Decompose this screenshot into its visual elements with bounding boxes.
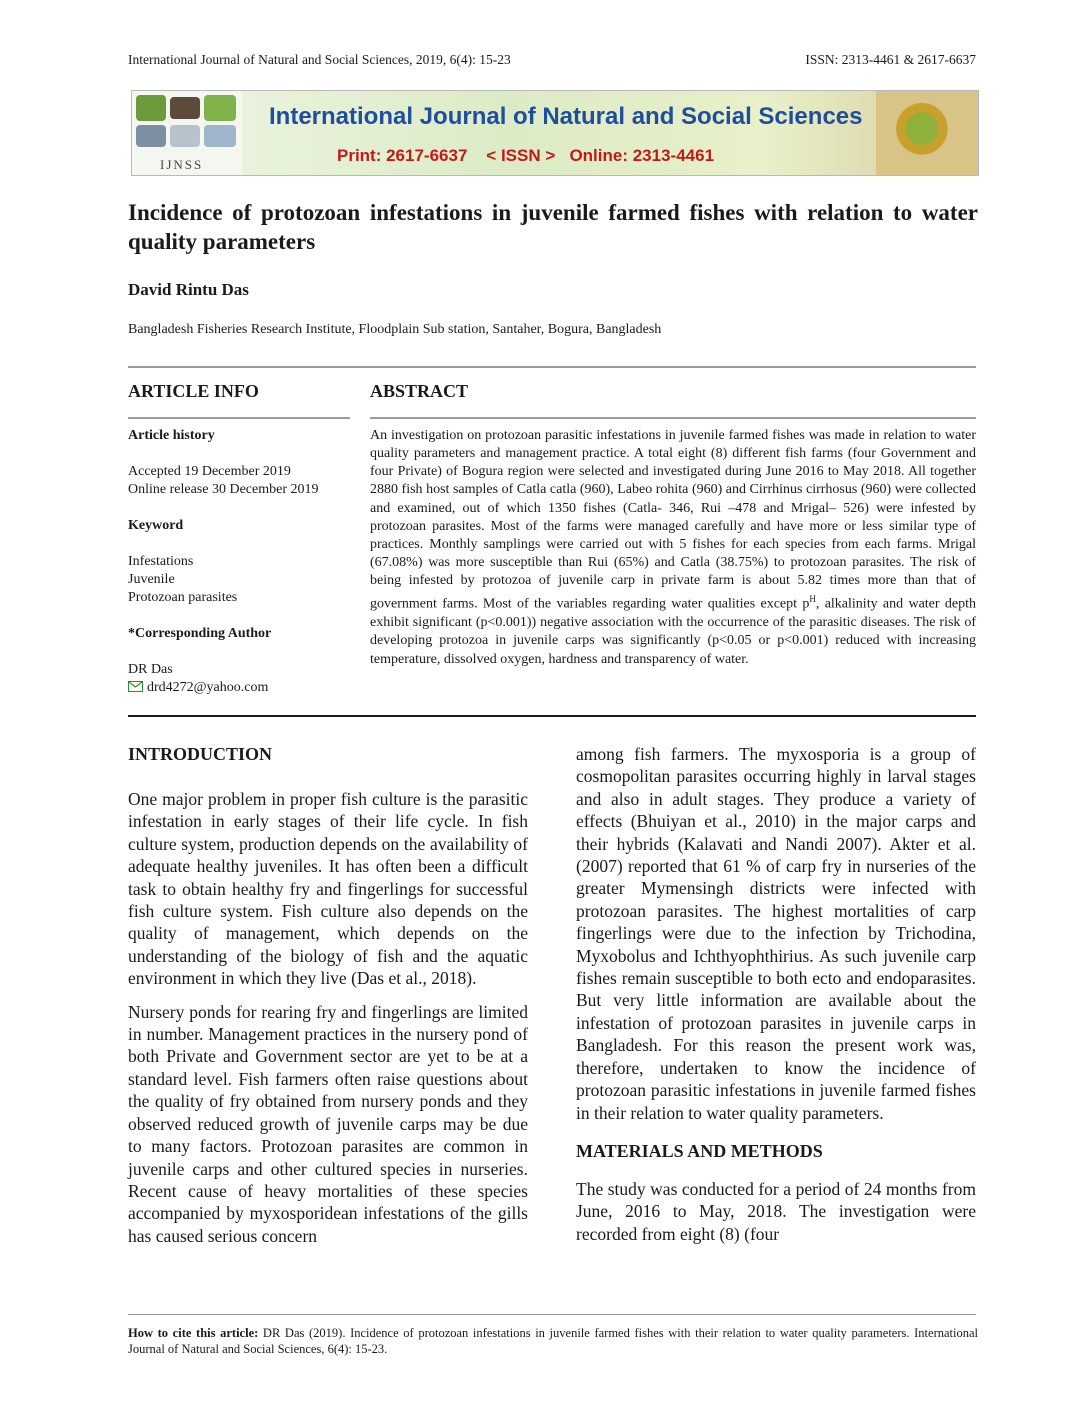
banner-virus-image [876,91,978,175]
divider [128,715,976,717]
keyword-label: Keyword [128,518,184,533]
article-info-heading: ARTICLE INFO [128,381,259,401]
keyword-item: Protozoan parasites [128,590,238,605]
online-release-date: Online release 30 December 2019 [128,482,319,497]
corresponding-author-name: DR Das [128,662,173,677]
intro-paragraph-3: among fish farmers. The myxosporia is a group of cosmopolitan parasites occurring highly in larval stages and also in adult stages. They produce a variety of effects (Bhuiyan et al., 2010) in the major carps and their hybrids (Kalavati and Nandi 2007). Akter et al. (2007) reported that 61 % of carp fry in nurseries of the greater Mymensingh districts were infected with protozoan parasites. The highest mortalities of carp fingerlings were due to the infection by Trichodina, Myxobolus and Ichthyophthirius. As such juvenile carp fishes remain susceptible to both ecto and endoparasites. But very little information are available about the infestation of protozoan parasites in juvenile carps in Bangladesh. For this reason the present work was, therefore, undertaken to know the incidence of protozoan parasitic infestations in juvenile farmed fishes in their relation to water quality parameters. [576,744,976,1123]
banner-collage-image [132,91,242,175]
author-name: David Rintu Das [128,280,249,299]
article-title: Incidence of protozoan infestations in juvenile farmed fishes with relation to water quality parameters [128,200,978,254]
abstract-text-part2: , alkalinity and water depth exhibit significant (p<0.001)) negative association with the occurrence of the parasitic diseases. The risk of developing protozoa in juvenile carps was significantly (p<0.05 or p<0.001) reduced with increasing temperature, dissolved oxygen, hardness and transparency of water. [370,597,976,667]
banner-journal-name: International Journal of Natural and Social Sciences [269,103,863,130]
journal-banner [131,90,979,176]
author-affiliation: Bangladesh Fisheries Research Institute, Floodplain Sub station, Santaher, Bogura, Bangladesh [128,322,662,337]
issn-header: ISSN: 2313-4461 & 2617-6637 [805,52,976,67]
email-address[interactable]: drd4272@yahoo.com [147,680,269,695]
divider [128,1314,976,1315]
introduction-heading: INTRODUCTION [128,744,273,764]
abstract-text [370,427,976,669]
keyword-item: Juvenile [128,572,175,587]
divider [128,366,976,368]
journal-reference: International Journal of Natural and Social Sciences, 2019, 6(4): 15-23 [128,52,511,67]
abstract-superscript: H [809,594,816,605]
accepted-date: Accepted 19 December 2019 [128,464,291,479]
abstract-heading: ABSTRACT [370,381,469,401]
corresponding-email [128,679,350,697]
citation-footer [128,1325,978,1357]
citation-label: How to cite this article: [128,1326,259,1340]
abstract-text-part1: An investigation on protozoan parasitic infestations in juvenile farmed fishes was made in relation to water quality parameters and management practice. A total eight (8) different fish farms (four Government and four Private) of Bogura region were selected and investigated during June 2016 to May 2018. All together 2880 fish host samples of Catla catla (960), Labeo rohita (960) and Cirrhinus cirrhosus (960) were collected and examined, out of which 1350 fishes (Catla- 346, Rui –478 and Mrigal– 526) were infested by protozoan parasites. Most of the farms were managed carefully and have more or less similar type of practices. Monthly samplings were carried out with 5 fishes for each species from each farms. Mrigal (67.08%) was more susceptible than Rui (65%) and Catla (38.75%) to protozoan parasites. The risk of being infested by protozoa of juvenile carp in private farm is about 5.82 times more than that of government farms. Most of the variables regarding water qualities except p [370,428,976,613]
intro-paragraph-2: Nursery ponds for rearing fry and fingerlings are limited in number. Management practices in the nursery pond of both Private and Government sector are yet to be at a standard level. Fish farmers often raise questions about the quality of fry obtained from nursery ponds and they observed reduced growth of juvenile carps may be due to many factors. Protozoan parasites are common in juvenile carps and other cultured species in nurseries. Recent cause of heavy mortalities of these species accompanied by myxosporidean infestations of the gills has caused serious concern [128,1001,528,1246]
body-left-column [128,743,528,1247]
divider [128,417,350,419]
banner-issn-line: Print: 2617-6637 < ISSN > Online: 2313-4461 [337,146,715,165]
divider [370,417,976,419]
article-history-label: Article history [128,428,215,443]
ijnss-logo-text: IJNSS [160,157,204,172]
body-right-column [576,743,976,1245]
citation-text: DR Das (2019). Incidence of protozoan infestations in juvenile farmed fishes with their relation to water quality parameters. International Journal of Natural and Social Sciences, 6(4): 15-23. [128,1326,978,1356]
methods-paragraph-1: The study was conducted for a period of 24 months from June, 2016 to May, 2018. The investigation were recorded from eight (8) (four [576,1178,976,1244]
envelope-icon [128,681,143,692]
article-info [128,427,350,697]
corresponding-author-label: *Corresponding Author [128,626,272,641]
keyword-item: Infestations [128,554,194,569]
methods-heading: MATERIALS AND METHODS [576,1140,823,1161]
intro-paragraph-1: One major problem in proper fish culture is the parasitic infestation in early stages of their life cycle. In fish culture system, production depends on the availability of adequate healthy juveniles. It has often been a difficult task to obtain healthy fry and fingerlings for successful fish culture system. Fish culture also depends on the quality of management, which depends on the understanding of the biology of fish and the aquatic environment in which they live (Das et al., 2018). [128,789,528,989]
